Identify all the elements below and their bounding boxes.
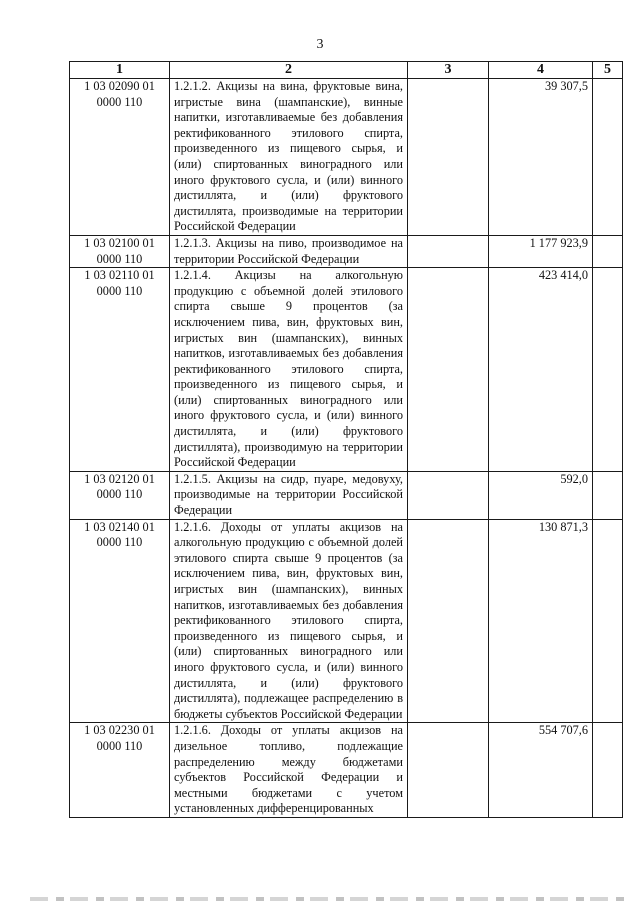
description-text: 1.2.1.6. Доходы от уплаты акцизов на дизельное топливо, подлежащие распределению между бюджетами субъектов Российской Федерации и местными бюджетами с учетом установленных дифференцированных	[174, 723, 403, 816]
budget-code-cell	[70, 723, 170, 818]
page-number: 3	[316, 37, 324, 52]
budget-code-line: 0000 110	[96, 94, 143, 109]
description-text: 1.2.1.4. Акцизы на алкогольную продукцию с объемной долей этилового спирта свыше 9 процентов (за исключением пива, вин, фруктовых вин, игристых вин (шампанских), винных напитков, изготавливаемых без добавления ректификованного этилового спирта, произведенного из пищевого сырья, и (или) спиртованных виноградного или иного фруктового сусла, и (или) винного дистиллята, и (или) фруктового дистиллята), производимую на территории Российской Федерации	[174, 268, 403, 470]
description-text: 1.2.1.5. Акцизы на сидр, пуаре, медовуху, производимые на территории Российской Федерации	[174, 471, 403, 518]
amount-cell: 592,0	[489, 471, 593, 519]
header-row	[70, 62, 623, 79]
description-text: 1.2.1.6. Доходы от уплаты акцизов на алкогольную продукцию с объемной долей этилового спирта свыше 9 процентов (за исключением пива, вин, фруктовых вин, игристых вин (шампанских), винных напитков, изготавливаемых без добавления ректификованного этилового спирта, произведенного из пищевого сырья, и (или) спиртованных виноградного или иного фруктового сусла, и (или) винного дистиллята, и (или) фруктового дистиллята), подлежащее распределению в бюджеты субъектов Российской Федерации	[174, 519, 403, 721]
column-5-cell	[593, 519, 623, 723]
description-cell	[170, 723, 408, 818]
column-5-cell	[593, 268, 623, 472]
amount-cell: 423 414,0	[489, 268, 593, 472]
table-body	[70, 79, 623, 818]
budget-code-cell	[70, 471, 170, 519]
table-row	[70, 79, 623, 236]
description-text: 1.2.1.2. Акцизы на вина, фруктовые вина, игристые вина (шампанские), винные напитки, изготавливаемые без добавления ректификованного этилового спирта, произведенного из пищевого сырья, и (или) спиртованных виноградного или иного фруктового сусла, и (или) винного дистиллята, и (или) фруктового дистиллята, производимые на территории Российской Федерации	[174, 79, 403, 234]
budget-code-line: 0000 110	[96, 283, 143, 298]
column-3-cell	[408, 235, 489, 267]
column-5-cell	[593, 235, 623, 267]
description-cell	[170, 471, 408, 519]
budget-code-line: 1 03 02110 01	[84, 268, 155, 283]
budget-code-line: 1 03 02120 01	[84, 471, 155, 486]
budget-code-line: 0000 110	[96, 738, 143, 753]
table-row	[70, 723, 623, 818]
table-row	[70, 235, 623, 267]
budget-code-cell	[70, 268, 170, 472]
column-3-cell	[408, 471, 489, 519]
column-3-cell	[408, 79, 489, 236]
amount-cell: 1 177 923,9	[489, 235, 593, 267]
budget-code-line: 1 03 02230 01	[84, 723, 155, 738]
description-cell	[170, 79, 408, 236]
column-header-2: 2	[170, 62, 408, 79]
column-3-cell	[408, 723, 489, 818]
description-cell	[170, 235, 408, 267]
budget-revenue-table	[69, 61, 623, 818]
column-5-cell	[593, 723, 623, 818]
table-row	[70, 471, 623, 519]
budget-code-line: 1 03 02090 01	[84, 79, 155, 93]
amount-cell: 39 307,5	[489, 79, 593, 236]
column-5-cell	[593, 471, 623, 519]
column-3-cell	[408, 268, 489, 472]
scan-edge-artifact	[30, 897, 630, 901]
amount-cell: 554 707,6	[489, 723, 593, 818]
description-cell	[170, 268, 408, 472]
column-3-cell	[408, 519, 489, 723]
budget-code-line: 1 03 02100 01	[84, 235, 155, 250]
column-header-4: 4	[489, 62, 593, 79]
column-header-5: 5	[593, 62, 623, 79]
budget-code-line: 1 03 02140 01	[84, 519, 155, 534]
budget-code-cell	[70, 235, 170, 267]
description-cell	[170, 519, 408, 723]
column-5-cell	[593, 79, 623, 236]
budget-code-line: 0000 110	[96, 535, 143, 550]
budget-code-line: 0000 110	[96, 487, 143, 502]
amount-cell: 130 871,3	[489, 519, 593, 723]
column-header-1: 1	[70, 62, 170, 79]
budget-code-cell	[70, 79, 170, 236]
column-header-3: 3	[408, 62, 489, 79]
table-row	[70, 268, 623, 472]
description-text: 1.2.1.3. Акцизы на пиво, производимое на территории Российской Федерации	[174, 235, 403, 266]
table-row	[70, 519, 623, 723]
table-header	[70, 62, 623, 79]
budget-code-cell	[70, 519, 170, 723]
budget-code-line: 0000 110	[96, 251, 143, 266]
